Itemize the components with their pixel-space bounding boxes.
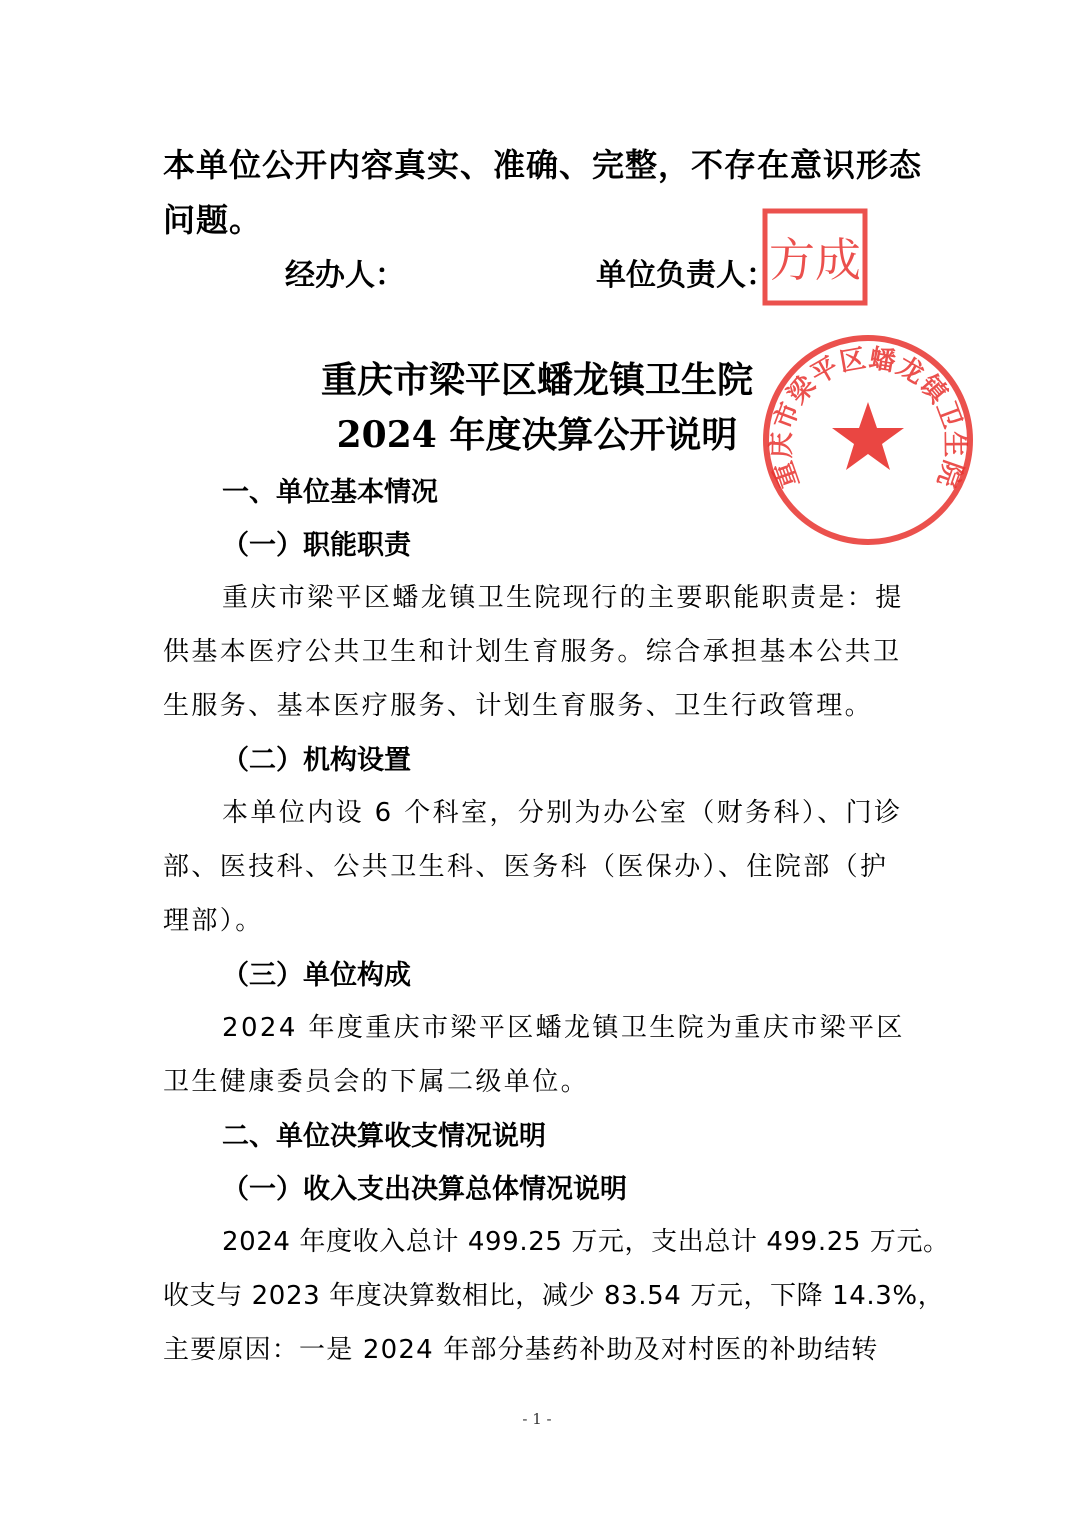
section-2-heading: 二、单位决算收支情况说明	[222, 1121, 546, 1152]
paragraph-line: 主要原因：一是 2024 年部分基药补助及对村医的补助结转	[163, 1335, 879, 1365]
paragraph-line: 本单位内设 6 个科室，分别为办公室（财务科）、门诊	[222, 798, 903, 828]
paragraph-line: 供基本医疗公共卫生和计划生育服务。综合承担基本公共卫	[163, 637, 902, 667]
page-number: - 1 -	[522, 1410, 552, 1428]
declaration-line-1: 本单位公开内容真实、准确、完整，不存在意识形态	[163, 146, 923, 184]
section-1-heading: 一、单位基本情况	[222, 477, 438, 508]
paragraph-line: 理部）。	[163, 906, 264, 936]
section-2-sub-1-heading: （一）收入支出决算总体情况说明	[222, 1174, 627, 1205]
document-title-line-1: 重庆市梁平区蟠龙镇卫生院	[320, 359, 753, 401]
personal-seal-stamp	[760, 206, 870, 308]
paragraph-line: 2024 年度重庆市梁平区蟠龙镇卫生院为重庆市梁平区	[222, 1013, 905, 1043]
section-1-sub-1-heading: （一）职能职责	[222, 530, 411, 561]
paragraph-line: 2024 年度收入总计 499.25 万元，支出总计 499.25 万元。	[222, 1227, 950, 1257]
stamp-ring-text: 重庆市梁平区蟠龙镇卫生院	[766, 343, 970, 492]
section-1-sub-2-heading: （二）机构设置	[222, 745, 411, 776]
paragraph-line: 生服务、基本医疗服务、计划生育服务、卫生行政管理。	[163, 691, 874, 721]
document-title-line-2: 2024 年度决算公开说明	[336, 414, 738, 456]
paragraph-line: 部、医技科、公共卫生科、医务科（医保办）、住院部（护	[163, 852, 889, 882]
official-round-stamp	[758, 330, 978, 550]
paragraph-line: 卫生健康委员会的下属二级单位。	[163, 1067, 590, 1097]
paragraph-line: 重庆市梁平区蟠龙镇卫生院现行的主要职能职责是：提	[222, 583, 904, 613]
seal-text: 方成	[769, 233, 861, 287]
leader-label: 单位负责人：	[596, 258, 776, 293]
handler-label: 经办人：	[285, 258, 405, 293]
declaration-line-2: 问题。	[163, 201, 263, 239]
paragraph-line: 收支与 2023 年度决算数相比，减少 83.54 万元，下降 14.3%，	[163, 1281, 945, 1311]
star-icon	[832, 402, 904, 470]
section-1-sub-3-heading: （三）单位构成	[222, 960, 411, 991]
